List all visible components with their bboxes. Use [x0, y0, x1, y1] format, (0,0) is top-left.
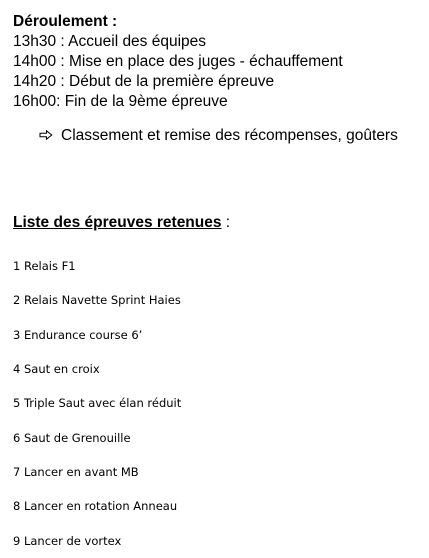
list-item: 3 Endurance course 6’ — [13, 327, 143, 342]
events-list-title-suffix: : — [221, 214, 231, 231]
arrow-item-text: Classement et remise des récompenses, goûters — [61, 127, 398, 144]
schedule-section — [13, 12, 343, 112]
list-item: 5 Triple Saut avec élan réduit — [13, 396, 182, 411]
schedule-line: 16h00: Fin de la 9ème épreuve — [13, 93, 228, 110]
list-item: 7 Lancer en avant MB — [13, 464, 139, 479]
events-list-heading — [13, 212, 230, 234]
arrow-bullet-item — [39, 126, 398, 146]
list-item: 4 Saut en croix — [13, 362, 100, 377]
schedule-line: 14h20 : Début de la première épreuve — [13, 73, 275, 90]
events-list-title: Liste des épreuves retenues — [13, 214, 222, 231]
right-arrow-icon — [39, 126, 53, 146]
list-item: 1 Relais F1 — [13, 259, 76, 274]
schedule-line: 13h30 : Accueil des équipes — [13, 33, 207, 50]
list-item: 8 Lancer en rotation Anneau — [13, 499, 178, 514]
schedule-line: 14h00 : Mise en place des juges - échauffement — [13, 53, 343, 70]
schedule-title: Déroulement : — [13, 13, 118, 30]
list-item: 6 Saut de Grenouille — [13, 430, 131, 445]
list-item: 2 Relais Navette Sprint Haies — [13, 293, 181, 308]
list-item: 9 Lancer de vortex — [13, 533, 122, 548]
events-list — [13, 249, 181, 558]
